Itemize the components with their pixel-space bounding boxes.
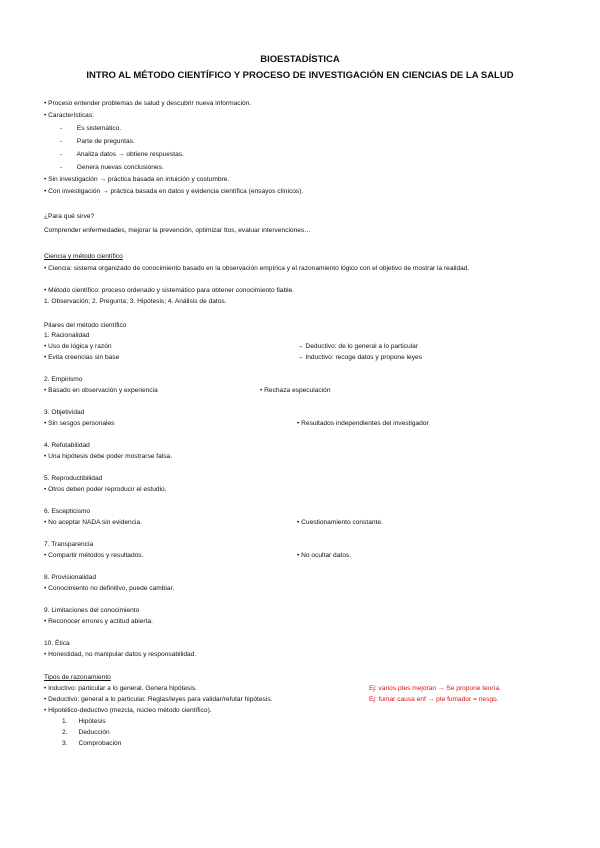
pillar-heading: 1. Racionalidad — [44, 332, 90, 339]
pillar-item: • No ocultar datos. — [297, 552, 351, 559]
intro-subitem: - Parte de preguntas. — [60, 138, 135, 145]
intro-subitem: - Genera nuevas conclusiones. — [60, 164, 164, 171]
pillar-item: • Reconocer errores y actitud abierta. — [44, 618, 153, 625]
reasoning-step: 1. Hipótesis — [62, 718, 106, 725]
pillar-item: • Honestidad, no manipular datos y responsabilidad. — [44, 651, 197, 658]
doc-subtitle: INTRO AL MÉTODO CIENTÍFICO Y PROCESO DE INVESTIGACIÓN EN CIENCIAS DE LA SALUD — [86, 70, 514, 81]
reasoning-example: Ej: varios ptes mejoran → Se propone teoría. — [369, 685, 501, 692]
intro-subitem: - Es sistemático. — [60, 125, 122, 132]
pillar-heading: 7. Transparencia — [44, 541, 94, 548]
pillar-item: • Uso de lógica y razón — [44, 343, 112, 350]
intro-line: • Con investigación → práctica basada en datos y evidencia científica (ensayos clínicos). — [44, 188, 304, 195]
pillar-heading: 2. Empirismo — [44, 376, 83, 383]
pillar-item: • Una hipótesis debe poder mostrarse falsa. — [44, 453, 173, 460]
pillar-item: • Compartir métodos y resultados. — [44, 552, 144, 559]
section-text: 1. Observación; 2. Pregunta; 3. Hipótesis; 4. Análisis de datos. — [44, 298, 227, 305]
reasoning-item: • Deductivo: general a lo particular. Reglas/leyes para validar/refutar hipótesis. — [44, 696, 273, 703]
pillar-item: → Inductivo: recoge datos y propone leyes — [297, 354, 422, 361]
pillar-heading: 4. Refutabilidad — [44, 442, 90, 449]
pillar-item: • Cuestionamiento constante. — [297, 519, 383, 526]
section-heading: Pilares del método científico — [44, 322, 127, 329]
pillar-item: • Evita creencias sin base — [44, 354, 120, 361]
pillar-item: • Otros deben poder reproducir el estudio. — [44, 486, 167, 493]
reasoning-item: • Inductivo: particular a lo general. Genera hipótesis. — [44, 685, 197, 692]
section-text: Comprender enfermedades, mejorar la prevención, optimizar ttos, evaluar intervenciones… — [44, 227, 311, 234]
pillar-item: • Rechaza especulación — [260, 387, 331, 394]
doc-title: BIOESTADÍSTICA — [260, 54, 340, 65]
intro-line: • Proceso entender problemas de salud y descubrir nueva información. — [44, 100, 252, 107]
pillar-heading: 3. Objetividad — [44, 409, 85, 416]
section-text: • Ciencia: sistema organizado de conocimiento basado en la observación empírica y el razonamiento lógico con el objetivo de mostrar la realidad. — [44, 265, 470, 272]
intro-subitem: - Analiza datos → obtiene respuestas. — [60, 151, 184, 158]
pillar-item: • Resultados independientes del investigador — [297, 420, 429, 427]
pillar-item: • Conocimiento no definitivo, puede cambiar. — [44, 585, 175, 592]
section-text: • Método científico: proceso ordenado y sistemático para obtener conocimiento fiable. — [44, 287, 295, 294]
intro-line: • Sin investigación → práctica basada en intuición y costumbre. — [44, 176, 230, 183]
pillar-heading: 6. Escepticismo — [44, 508, 91, 515]
pillar-heading: 10. Ética — [44, 640, 70, 647]
reasoning-example: Ej: fumar causa enf → pte fumador = riesgo. — [369, 696, 499, 703]
pillar-item: → Deductivo: de lo general a lo particular — [297, 343, 418, 350]
pillar-heading: 5. Reproductibilidad — [44, 475, 103, 482]
section-heading: ¿Para qué sirve? — [44, 213, 95, 220]
pillar-heading: 8. Provisionalidad — [44, 574, 97, 581]
reasoning-step: 2. Deducción — [62, 729, 110, 736]
pillar-heading: 9. Limitaciones del conocimiento — [44, 607, 140, 614]
section-heading: Tipos de razonamiento — [44, 674, 111, 681]
reasoning-item: • Hipotético-deductivo (mezcla, núcleo método científico). — [44, 707, 212, 714]
reasoning-step: 3. Comprobación — [62, 740, 122, 747]
section-heading: Ciencia y método científico — [44, 253, 123, 260]
intro-line: • Características: — [44, 112, 94, 119]
pillar-item: • Basado en observación y experiencia — [44, 387, 158, 394]
pillar-item: • No aceptar NADA sin evidencia. — [44, 519, 142, 526]
pillar-item: • Sin sesgos personales — [44, 420, 115, 427]
